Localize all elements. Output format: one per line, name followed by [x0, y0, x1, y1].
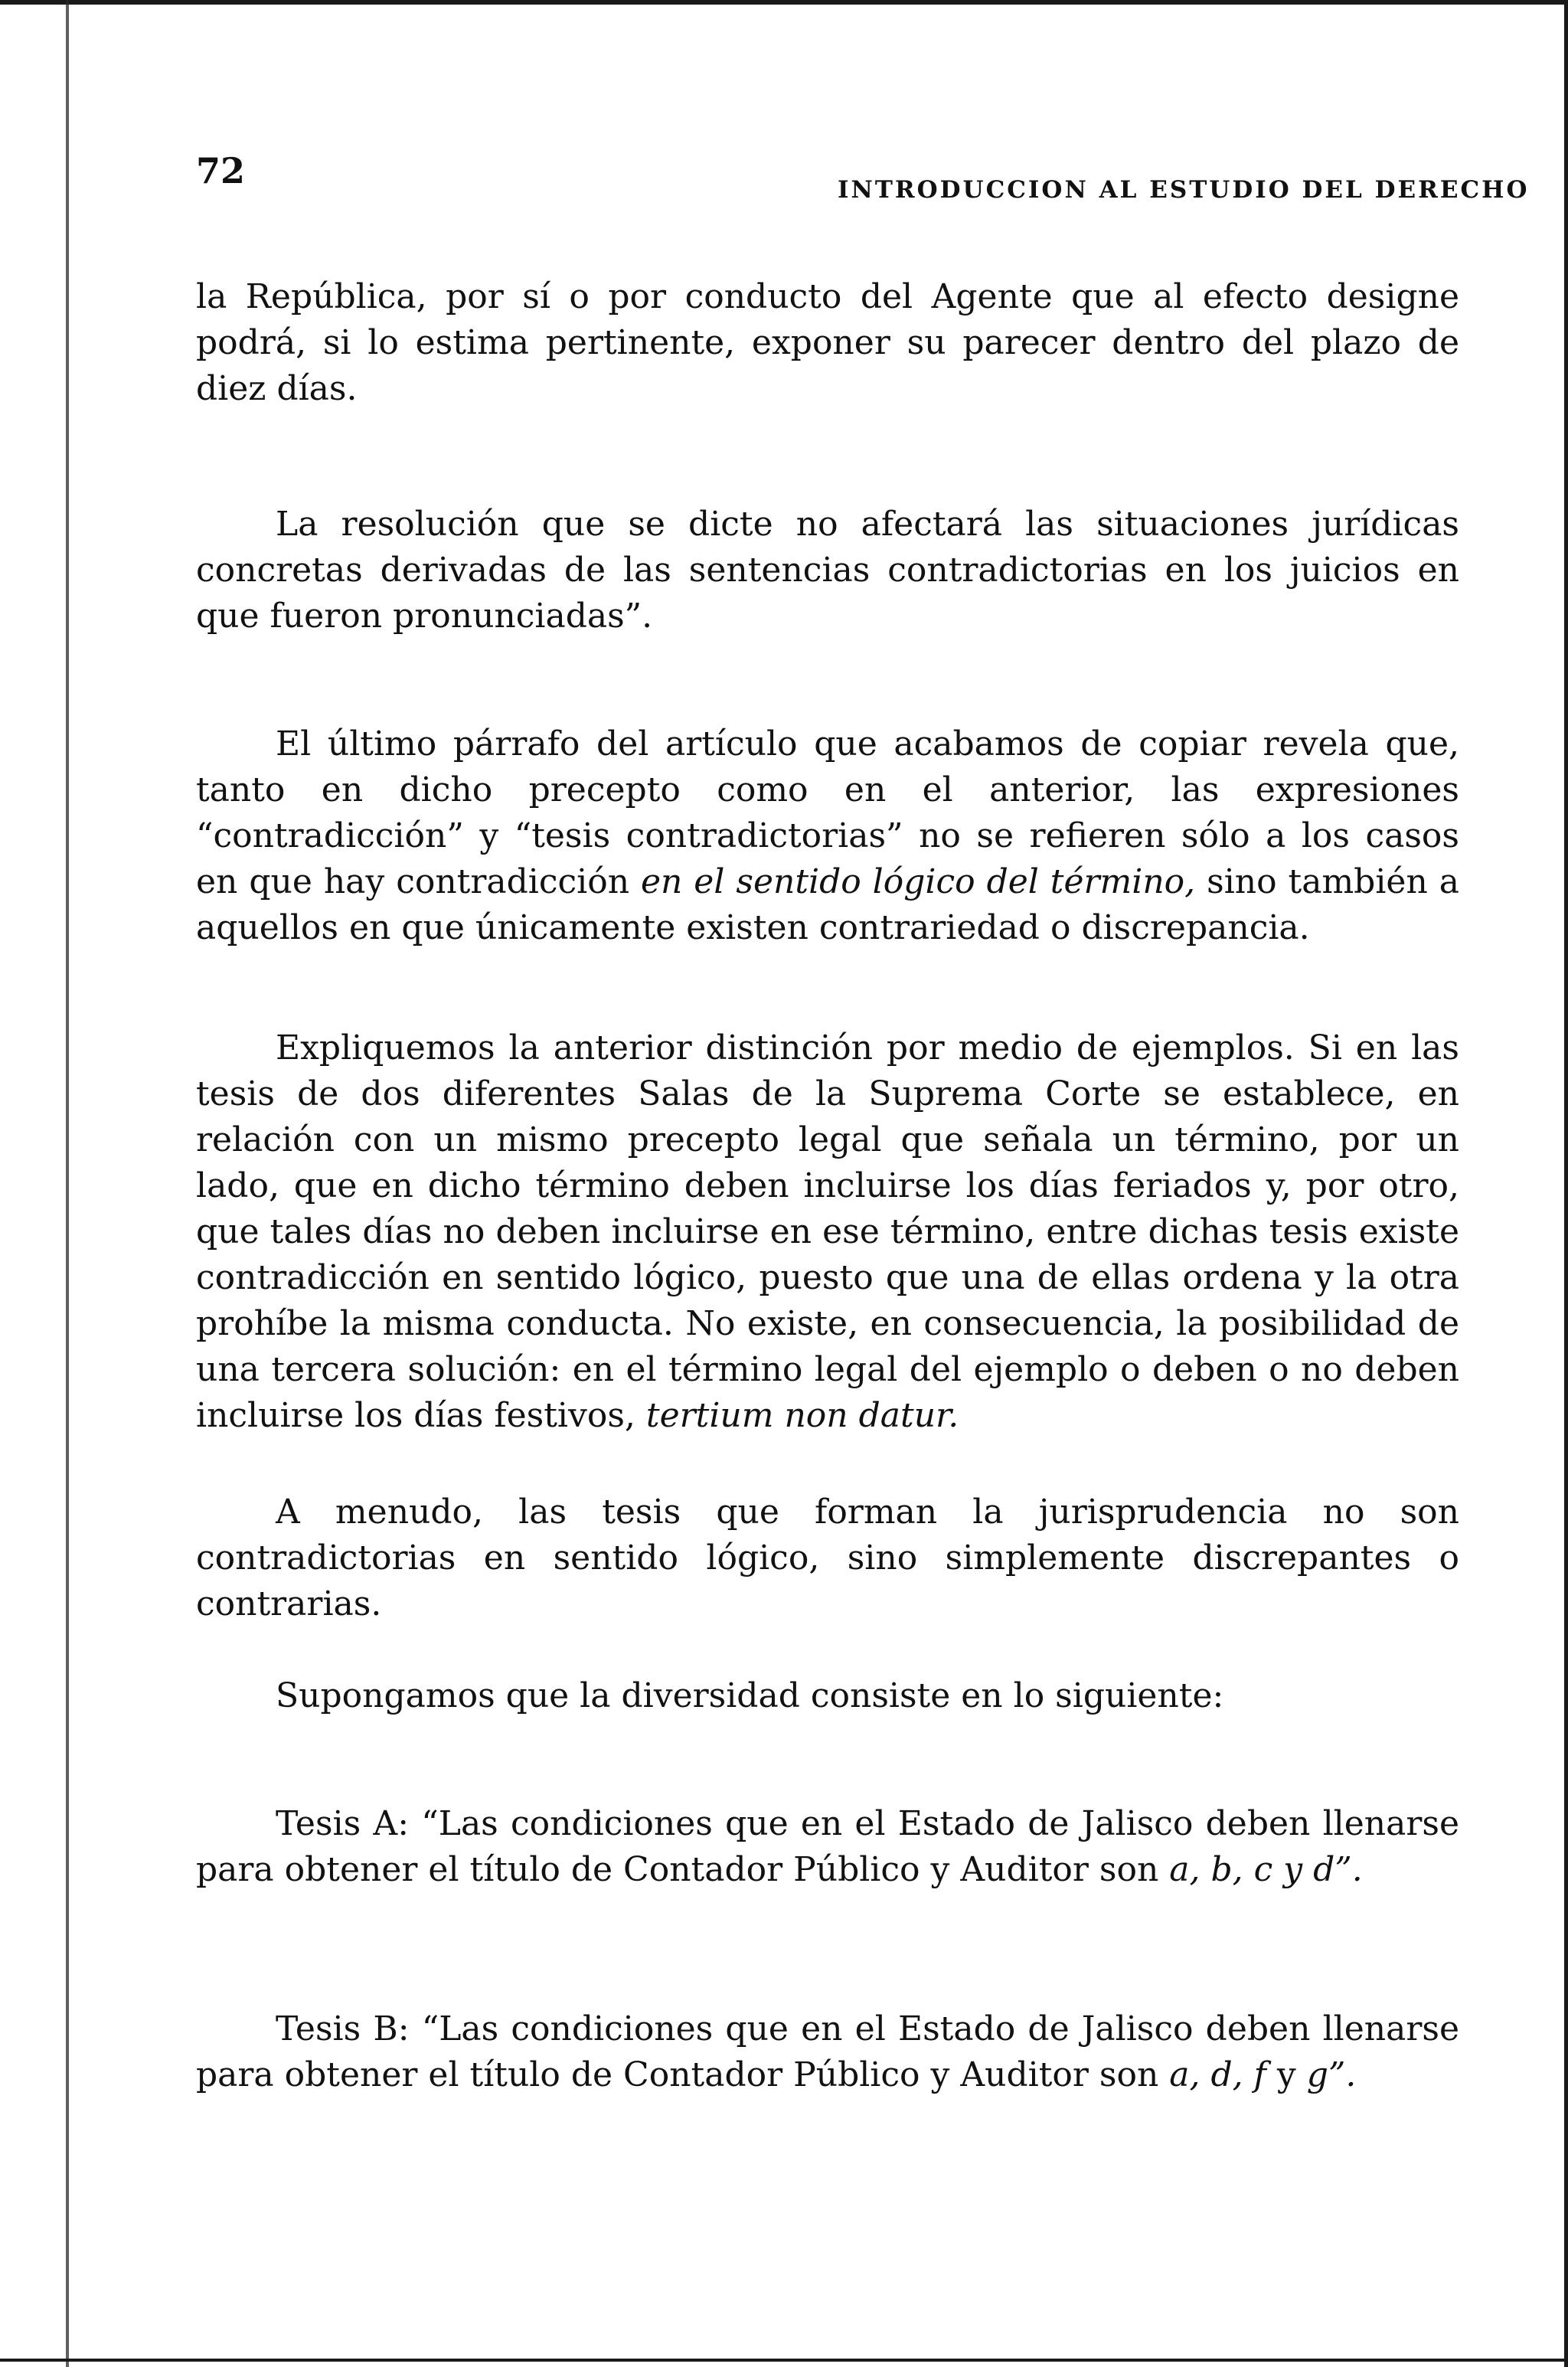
- paragraph-5-text: A menudo, las tesis que forman la jurisprudencia no son contradictorias en sentido lógico, sino simplemente discrepantes o contrarias.: [196, 1492, 1459, 1623]
- paragraph-tesis-b: [196, 2006, 1459, 2098]
- paragraph-6-text: Supongamos que la diversidad consiste en lo siguiente:: [276, 1676, 1224, 1715]
- paragraph-3-italic: en el sentido lógico del término,: [640, 862, 1196, 901]
- paragraph-4: [196, 1025, 1459, 1439]
- scan-border-right: [1564, 0, 1568, 2367]
- paragraph-5: [196, 1489, 1459, 1627]
- scan-border-bottom: [0, 2359, 1568, 2362]
- page-number: 72: [196, 150, 246, 191]
- paragraph-3-text: El último párrafo del artículo que acabamos de copiar revela que, tanto en dicho precepto como en el anterior, las expresiones “contradicción” y “tesis contradictorias” no se refieren sólo a los casos en que hay contradicción: [196, 724, 1459, 901]
- tesis-b-italic-1: a, d, f: [1169, 2055, 1266, 2094]
- paragraph-1: [196, 274, 1459, 412]
- tesis-b-text: Tesis B: “Las condiciones que en el Estado de Jalisco deben llenarse para obtener el título de Contador Público y Auditor son: [196, 2009, 1459, 2094]
- paragraph-6: [196, 1673, 1459, 1719]
- paragraph-2: [196, 502, 1459, 639]
- paragraph-tesis-a: [196, 1801, 1459, 1893]
- tesis-b-italic-2: g”.: [1306, 2055, 1357, 2094]
- tesis-b-connector: y: [1266, 2055, 1307, 2094]
- paragraph-4-text: Expliquemos la anterior distinción por medio de ejemplos. Si en las tesis de dos diferentes Salas de la Suprema Corte se establece, en relación con un mismo precepto legal que señala un término, por un lado, que en dicho término deben incluirse los días feriados y, por otro, que tales días no deben incluirse en ese término, entre dichas tesis existe contradicción en sentido lógico, puesto que una de ellas ordena y la otra prohíbe la misma conducta. No existe, en consecuencia, la posibilidad de una tercera solución: en el término legal del ejemplo o deben o no deben incluirse los días festivos,: [196, 1028, 1459, 1435]
- scan-border-top: [0, 0, 1568, 5]
- running-head: INTRODUCCION AL ESTUDIO DEL DERECHO: [838, 176, 1530, 204]
- paragraph-1-text: la República, por sí o por conducto del Agente que al efecto designe podrá, si lo estima pertinente, exponer su parecer dentro del plazo de diez días.: [196, 277, 1459, 408]
- paragraph-3-text-end: sino también a aquellos en que únicamente existen contrariedad o discrepancia.: [196, 862, 1459, 947]
- paragraph-4-italic: tertium non datur.: [645, 1396, 959, 1435]
- scan-border-left: [66, 0, 69, 2367]
- tesis-a-italic: a, b, c y d”.: [1169, 1850, 1363, 1889]
- paragraph-2-text: La resolución que se dicte no afectará las situaciones jurídicas concretas derivadas de las sentencias contradictorias en los juicios en que fueron pronunciadas”.: [196, 505, 1459, 636]
- tesis-a-text: Tesis A: “Las condiciones que en el Estado de Jalisco deben llenarse para obtener el título de Contador Público y Auditor son: [196, 1804, 1459, 1889]
- paragraph-3: [196, 721, 1459, 951]
